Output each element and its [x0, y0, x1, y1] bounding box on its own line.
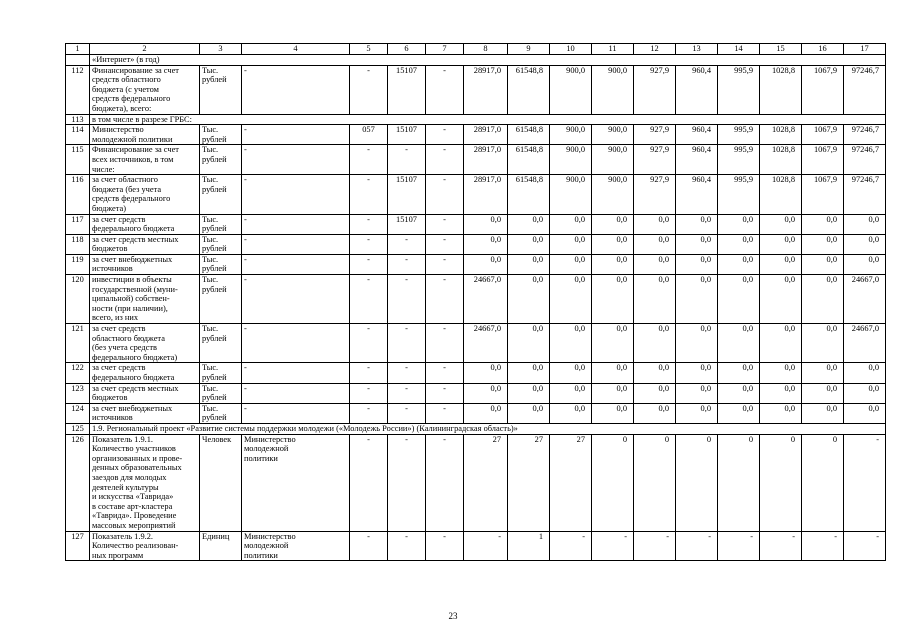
- column-header: 2: [90, 44, 200, 55]
- value-cell: 0,0: [464, 254, 508, 274]
- value-cell: 24667,0: [844, 275, 886, 324]
- table-cell: -: [426, 434, 464, 531]
- unit-cell: Тыс. рублей: [200, 275, 242, 324]
- column-header: 5: [350, 44, 388, 55]
- value-cell: 0,0: [844, 403, 886, 423]
- table-cell: -: [426, 383, 464, 403]
- value-cell: 0,0: [760, 324, 802, 363]
- value-cell: 0,0: [760, 214, 802, 234]
- value-cell: 927,9: [634, 175, 676, 214]
- table-row: [66, 434, 886, 531]
- column-header: 6: [388, 44, 426, 55]
- table-cell: -: [350, 403, 388, 423]
- indicator-name: Министерство молодежной политики: [90, 125, 200, 145]
- section-heading: в том числе в разрезе ГРБС:: [90, 114, 886, 125]
- value-cell: 0: [676, 434, 718, 531]
- table-cell: -: [426, 363, 464, 383]
- row-number: 117: [66, 214, 90, 234]
- value-cell: 0,0: [676, 214, 718, 234]
- column-header: 11: [592, 44, 634, 55]
- table-cell: -: [350, 383, 388, 403]
- table-cell: -: [426, 403, 464, 423]
- indicator-name: за счет внебюджетных источников: [90, 403, 200, 423]
- value-cell: 0,0: [676, 383, 718, 403]
- table-row: [66, 214, 886, 234]
- value-cell: 0,0: [802, 214, 844, 234]
- value-cell: 0,0: [592, 214, 634, 234]
- responsible-cell: -: [242, 175, 350, 214]
- value-cell: 995,9: [718, 145, 760, 175]
- value-cell: 0,0: [508, 214, 550, 234]
- unit-cell: Человек: [200, 434, 242, 531]
- value-cell: 0,0: [592, 403, 634, 423]
- row-number: 115: [66, 145, 90, 175]
- value-cell: 900,0: [592, 175, 634, 214]
- table-cell: -: [426, 254, 464, 274]
- responsible-cell: Министерство молодежной политики: [242, 434, 350, 531]
- responsible-cell: -: [242, 234, 350, 254]
- column-header: 14: [718, 44, 760, 55]
- value-cell: 0,0: [464, 383, 508, 403]
- value-cell: 0,0: [802, 324, 844, 363]
- indicator-name: Финансирование за счет всех источников, в том числе:: [90, 145, 200, 175]
- value-cell: 0,0: [550, 254, 592, 274]
- unit-cell: Тыс. рублей: [200, 175, 242, 214]
- value-cell: 28917,0: [464, 125, 508, 145]
- value-cell: 900,0: [550, 125, 592, 145]
- section-heading: «Интернет» (в год): [90, 55, 886, 66]
- value-cell: 0,0: [802, 363, 844, 383]
- value-cell: 0,0: [634, 383, 676, 403]
- value-cell: 960,4: [676, 65, 718, 114]
- value-cell: 0,0: [634, 403, 676, 423]
- value-cell: 0,0: [844, 363, 886, 383]
- value-cell: 0,0: [802, 254, 844, 274]
- value-cell: 27: [464, 434, 508, 531]
- column-header: 13: [676, 44, 718, 55]
- value-cell: 900,0: [592, 125, 634, 145]
- value-cell: 0,0: [718, 275, 760, 324]
- value-cell: 0,0: [718, 254, 760, 274]
- value-cell: 900,0: [550, 175, 592, 214]
- value-cell: 1067,9: [802, 125, 844, 145]
- table-row: [66, 275, 886, 324]
- row-number: 125: [66, 423, 90, 434]
- responsible-cell: -: [242, 214, 350, 234]
- value-cell: 0: [592, 434, 634, 531]
- responsible-cell: -: [242, 324, 350, 363]
- value-cell: 995,9: [718, 175, 760, 214]
- value-cell: 960,4: [676, 145, 718, 175]
- indicator-name: за счет внебюджетных источников: [90, 254, 200, 274]
- indicator-name: за счет средств местных бюджетов: [90, 234, 200, 254]
- value-cell: 0,0: [634, 275, 676, 324]
- value-cell: 0,0: [550, 234, 592, 254]
- value-cell: 97246,7: [844, 145, 886, 175]
- column-header: 8: [464, 44, 508, 55]
- value-cell: 1067,9: [802, 65, 844, 114]
- table-cell: 15107: [388, 175, 426, 214]
- table-row: [66, 65, 886, 114]
- row-number: 122: [66, 363, 90, 383]
- value-cell: -: [634, 531, 676, 561]
- table-row: [66, 531, 886, 561]
- unit-cell: Тыс. рублей: [200, 125, 242, 145]
- value-cell: 900,0: [592, 145, 634, 175]
- column-header: 10: [550, 44, 592, 55]
- row-number: 124: [66, 403, 90, 423]
- table-row: [66, 363, 886, 383]
- value-cell: 0,0: [508, 254, 550, 274]
- value-cell: 1028,8: [760, 175, 802, 214]
- unit-cell: Тыс. рублей: [200, 65, 242, 114]
- value-cell: 0,0: [802, 383, 844, 403]
- indicator-name: Показатель 1.9.1. Количество участников организованных и прове- денных образовательных заездов для молодых деятелей культуры и искусства «Таврида» в составе арт-кластера «Таврида». Проведение массовых мероприятий: [90, 434, 200, 531]
- column-header: 15: [760, 44, 802, 55]
- value-cell: 24667,0: [464, 324, 508, 363]
- value-cell: 0,0: [592, 254, 634, 274]
- column-header: 12: [634, 44, 676, 55]
- value-cell: 900,0: [550, 65, 592, 114]
- value-cell: 0,0: [760, 254, 802, 274]
- row-number: 123: [66, 383, 90, 403]
- responsible-cell: -: [242, 403, 350, 423]
- value-cell: -: [802, 531, 844, 561]
- row-number: 126: [66, 434, 90, 531]
- value-cell: 0,0: [634, 363, 676, 383]
- table-cell: -: [388, 234, 426, 254]
- value-cell: 0,0: [464, 363, 508, 383]
- value-cell: 0,0: [592, 383, 634, 403]
- value-cell: 28917,0: [464, 145, 508, 175]
- value-cell: 0,0: [550, 383, 592, 403]
- value-cell: 0,0: [718, 363, 760, 383]
- value-cell: 0,0: [464, 214, 508, 234]
- value-cell: 97246,7: [844, 65, 886, 114]
- value-cell: 900,0: [550, 145, 592, 175]
- value-cell: 28917,0: [464, 65, 508, 114]
- unit-cell: Тыс. рублей: [200, 234, 242, 254]
- unit-cell: Тыс. рублей: [200, 324, 242, 363]
- column-header: 3: [200, 44, 242, 55]
- value-cell: 97246,7: [844, 175, 886, 214]
- responsible-cell: -: [242, 383, 350, 403]
- indicator-name: за счет средств областного бюджета (без учета средств федерального бюджета): [90, 324, 200, 363]
- value-cell: 0,0: [550, 324, 592, 363]
- table-row: [66, 234, 886, 254]
- responsible-cell: -: [242, 363, 350, 383]
- table-cell: -: [426, 324, 464, 363]
- value-cell: 28917,0: [464, 175, 508, 214]
- table-cell: -: [350, 175, 388, 214]
- value-cell: 0,0: [676, 254, 718, 274]
- indicator-name: за счет средств местных бюджетов: [90, 383, 200, 403]
- row-number: 119: [66, 254, 90, 274]
- budget-table: [65, 43, 886, 561]
- value-cell: 0,0: [844, 214, 886, 234]
- responsible-cell: -: [242, 125, 350, 145]
- row-number: 127: [66, 531, 90, 561]
- value-cell: 900,0: [592, 65, 634, 114]
- table-row: [66, 175, 886, 214]
- value-cell: 960,4: [676, 175, 718, 214]
- value-cell: 0,0: [676, 234, 718, 254]
- value-cell: 61548,8: [508, 65, 550, 114]
- indicator-name: за счет средств федерального бюджета: [90, 363, 200, 383]
- table-cell: -: [388, 324, 426, 363]
- value-cell: 0,0: [634, 214, 676, 234]
- table-cell: -: [350, 363, 388, 383]
- indicator-name: за счет средств федерального бюджета: [90, 214, 200, 234]
- value-cell: 1067,9: [802, 145, 844, 175]
- row-number: [66, 55, 90, 66]
- value-cell: 0,0: [464, 403, 508, 423]
- unit-cell: Тыс. рублей: [200, 214, 242, 234]
- table-cell: -: [388, 383, 426, 403]
- value-cell: 0,0: [760, 234, 802, 254]
- value-cell: 0,0: [634, 254, 676, 274]
- value-cell: 1028,8: [760, 145, 802, 175]
- value-cell: 995,9: [718, 125, 760, 145]
- value-cell: 0,0: [760, 403, 802, 423]
- column-header: 4: [242, 44, 350, 55]
- value-cell: 0,0: [508, 324, 550, 363]
- table-cell: -: [350, 324, 388, 363]
- column-header: 16: [802, 44, 844, 55]
- value-cell: 0,0: [802, 234, 844, 254]
- table-cell: 15107: [388, 125, 426, 145]
- value-cell: 0,0: [508, 234, 550, 254]
- value-cell: 0,0: [634, 324, 676, 363]
- value-cell: 1: [508, 531, 550, 561]
- value-cell: 927,9: [634, 125, 676, 145]
- value-cell: 0,0: [550, 214, 592, 234]
- value-cell: -: [464, 531, 508, 561]
- value-cell: 61548,8: [508, 125, 550, 145]
- value-cell: -: [550, 531, 592, 561]
- value-cell: 0,0: [718, 403, 760, 423]
- row-number: 113: [66, 114, 90, 125]
- table-cell: -: [350, 234, 388, 254]
- value-cell: 0,0: [508, 403, 550, 423]
- value-cell: 927,9: [634, 145, 676, 175]
- value-cell: -: [718, 531, 760, 561]
- table-cell: -: [388, 403, 426, 423]
- unit-cell: Тыс. рублей: [200, 254, 242, 274]
- value-cell: 0,0: [718, 234, 760, 254]
- responsible-cell: -: [242, 275, 350, 324]
- value-cell: 27: [508, 434, 550, 531]
- table-cell: -: [388, 145, 426, 175]
- table-row: [66, 125, 886, 145]
- indicator-name: за счет областного бюджета (без учета средств федерального бюджета): [90, 175, 200, 214]
- table-cell: -: [426, 125, 464, 145]
- value-cell: -: [676, 531, 718, 561]
- value-cell: -: [592, 531, 634, 561]
- table-cell: 057: [350, 125, 388, 145]
- value-cell: 0,0: [760, 363, 802, 383]
- value-cell: 0,0: [802, 403, 844, 423]
- row-number: 118: [66, 234, 90, 254]
- value-cell: 1028,8: [760, 65, 802, 114]
- value-cell: 61548,8: [508, 145, 550, 175]
- value-cell: 0,0: [550, 363, 592, 383]
- table-row: [66, 383, 886, 403]
- table-row: [66, 145, 886, 175]
- value-cell: 0,0: [844, 383, 886, 403]
- unit-cell: Тыс. рублей: [200, 383, 242, 403]
- indicator-name: инвестиции в объекты государственной (муни- ципальной) собствен- ности (при наличии), всего, из них: [90, 275, 200, 324]
- value-cell: 0,0: [802, 275, 844, 324]
- value-cell: 0,0: [550, 403, 592, 423]
- row-number: 116: [66, 175, 90, 214]
- section-heading: 1.9. Региональный проект «Развитие системы поддержки молодежи («Молодежь России») (Калининградская область)»: [90, 423, 886, 434]
- unit-cell: Тыс. рублей: [200, 363, 242, 383]
- row-number: 112: [66, 65, 90, 114]
- unit-cell: Тыс. рублей: [200, 145, 242, 175]
- value-cell: 927,9: [634, 65, 676, 114]
- header-row: [66, 44, 886, 55]
- value-cell: 0,0: [676, 363, 718, 383]
- table-row: [66, 403, 886, 423]
- column-header: 1: [66, 44, 90, 55]
- responsible-cell: -: [242, 65, 350, 114]
- indicator-name: Показатель 1.9.2. Количество реализован- ных программ: [90, 531, 200, 561]
- table-row: [66, 114, 886, 125]
- row-number: 121: [66, 324, 90, 363]
- table-cell: -: [350, 275, 388, 324]
- value-cell: 0,0: [844, 234, 886, 254]
- value-cell: 0,0: [592, 234, 634, 254]
- value-cell: 995,9: [718, 65, 760, 114]
- table-cell: -: [350, 434, 388, 531]
- value-cell: 0,0: [676, 275, 718, 324]
- value-cell: 0: [760, 434, 802, 531]
- value-cell: 27: [550, 434, 592, 531]
- table-cell: -: [388, 275, 426, 324]
- value-cell: 1028,8: [760, 125, 802, 145]
- value-cell: 0,0: [718, 383, 760, 403]
- value-cell: 97246,7: [844, 125, 886, 145]
- table-row: [66, 324, 886, 363]
- value-cell: 0,0: [718, 214, 760, 234]
- table-cell: -: [350, 214, 388, 234]
- value-cell: 0,0: [464, 234, 508, 254]
- table-cell: 15107: [388, 65, 426, 114]
- value-cell: 0,0: [676, 403, 718, 423]
- value-cell: 0,0: [760, 275, 802, 324]
- value-cell: 0,0: [718, 324, 760, 363]
- value-cell: 61548,8: [508, 175, 550, 214]
- value-cell: 0: [718, 434, 760, 531]
- column-header: 9: [508, 44, 550, 55]
- value-cell: 0: [802, 434, 844, 531]
- table-row: [66, 55, 886, 66]
- table-cell: -: [388, 363, 426, 383]
- table-cell: -: [350, 531, 388, 561]
- table-cell: -: [350, 254, 388, 274]
- value-cell: 0,0: [508, 363, 550, 383]
- value-cell: -: [760, 531, 802, 561]
- value-cell: 0,0: [634, 234, 676, 254]
- table-cell: -: [426, 145, 464, 175]
- indicator-name: Финансирование за счет средств областного бюджета (с учетом средств федерального бюджета), всего:: [90, 65, 200, 114]
- table-cell: -: [388, 254, 426, 274]
- value-cell: 0,0: [844, 254, 886, 274]
- value-cell: 0,0: [676, 324, 718, 363]
- responsible-cell: -: [242, 254, 350, 274]
- table-cell: 15107: [388, 214, 426, 234]
- value-cell: 960,4: [676, 125, 718, 145]
- value-cell: 0,0: [508, 275, 550, 324]
- value-cell: 0,0: [550, 275, 592, 324]
- value-cell: -: [844, 434, 886, 531]
- value-cell: 0,0: [592, 363, 634, 383]
- table-cell: -: [388, 434, 426, 531]
- value-cell: 0,0: [508, 383, 550, 403]
- value-cell: 1067,9: [802, 175, 844, 214]
- table-row: [66, 254, 886, 274]
- value-cell: -: [844, 531, 886, 561]
- table-cell: -: [426, 275, 464, 324]
- table-row: [66, 423, 886, 434]
- table-cell: -: [426, 531, 464, 561]
- page-number: 23: [448, 611, 458, 621]
- table-cell: -: [388, 531, 426, 561]
- responsible-cell: Министерство молодежной политики: [242, 531, 350, 561]
- value-cell: 0,0: [592, 275, 634, 324]
- column-header: 7: [426, 44, 464, 55]
- column-header: 17: [844, 44, 886, 55]
- table-cell: -: [426, 214, 464, 234]
- responsible-cell: -: [242, 145, 350, 175]
- value-cell: 0,0: [592, 324, 634, 363]
- row-number: 120: [66, 275, 90, 324]
- value-cell: 0,0: [760, 383, 802, 403]
- table-cell: -: [350, 65, 388, 114]
- value-cell: 24667,0: [464, 275, 508, 324]
- table-cell: -: [426, 234, 464, 254]
- unit-cell: Единиц: [200, 531, 242, 561]
- row-number: 114: [66, 125, 90, 145]
- table-cell: -: [426, 65, 464, 114]
- value-cell: 0: [634, 434, 676, 531]
- table-cell: -: [350, 145, 388, 175]
- value-cell: 24667,0: [844, 324, 886, 363]
- unit-cell: Тыс. рублей: [200, 403, 242, 423]
- table-cell: -: [426, 175, 464, 214]
